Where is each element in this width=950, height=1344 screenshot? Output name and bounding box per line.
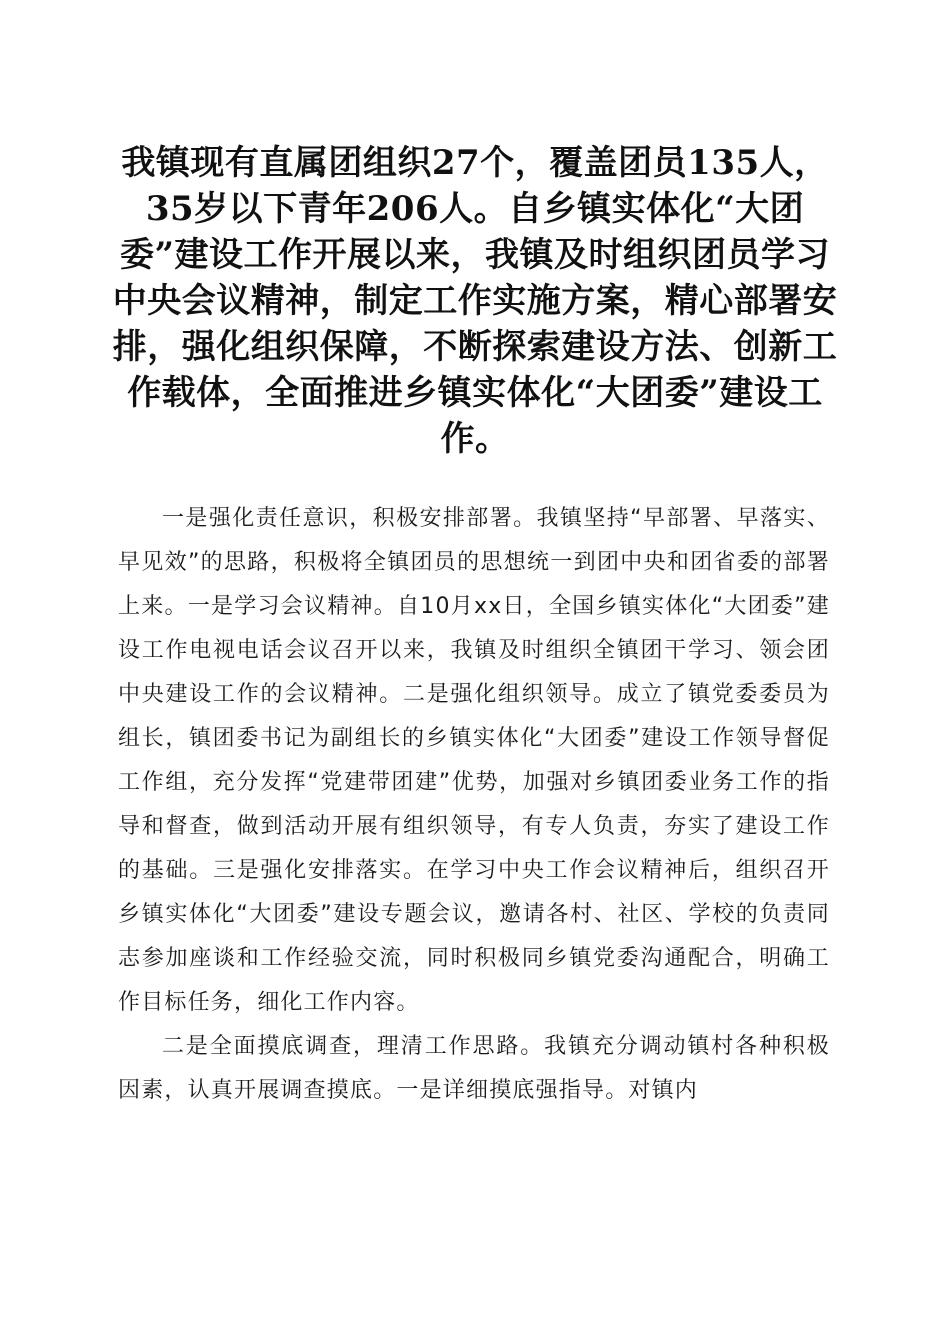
paragraph-2: 二是全面摸底调查，理清工作思路。我镇充分调动镇村各种积极因素，认真开展调查摸底。一是详细摸底强指导。对镇内 <box>118 1034 830 1103</box>
paragraph-1: 一是强化责任意识，积极安排部署。我镇坚持“早部署、早落实、早见效”的思路，积极将全镇团员的思想统一到团中央和团省委的部署上来。一是学习会议精神。自10月xx日，全国乡镇实体化“大团委”建设工作电视电话会议召开以来，我镇及时组织全镇团干学习、领会团中央建设工作的会议精神。二是强化组织领导。成立了镇党委委员为组长，镇团委书记为副组长的乡镇实体化“大团委”建设工作领导督促工作组，充分发挥“党建带团建”优势，加强对乡镇团委业务工作的指导和督查，做到活动开展有组织领导，有专人负责，夯实了建设工作的基础。三是强化安排落实。在学习中央工作会议精神后，组织召开乡镇实体化“大团委”建设专题会议，邀请各村、社区、学校的负责同志参加座谈和工作经验交流，同时积极同乡镇党委沟通配合，明确工作目标任务，细化工作内容。 <box>118 506 830 1015</box>
document-title: 我镇现有直属团组织27个，覆盖团员135人，35岁以下青年206人。自乡镇实体化“大团委”建设工作开展以来，我镇及时组织团员学习中央会议精神，制定工作实施方案，精心部署安排，强化组织保障，不断探索建设方法、创新工作载体，全面推进乡镇实体化“大团委”建设工作。 <box>112 143 838 459</box>
document-body <box>118 497 830 1113</box>
